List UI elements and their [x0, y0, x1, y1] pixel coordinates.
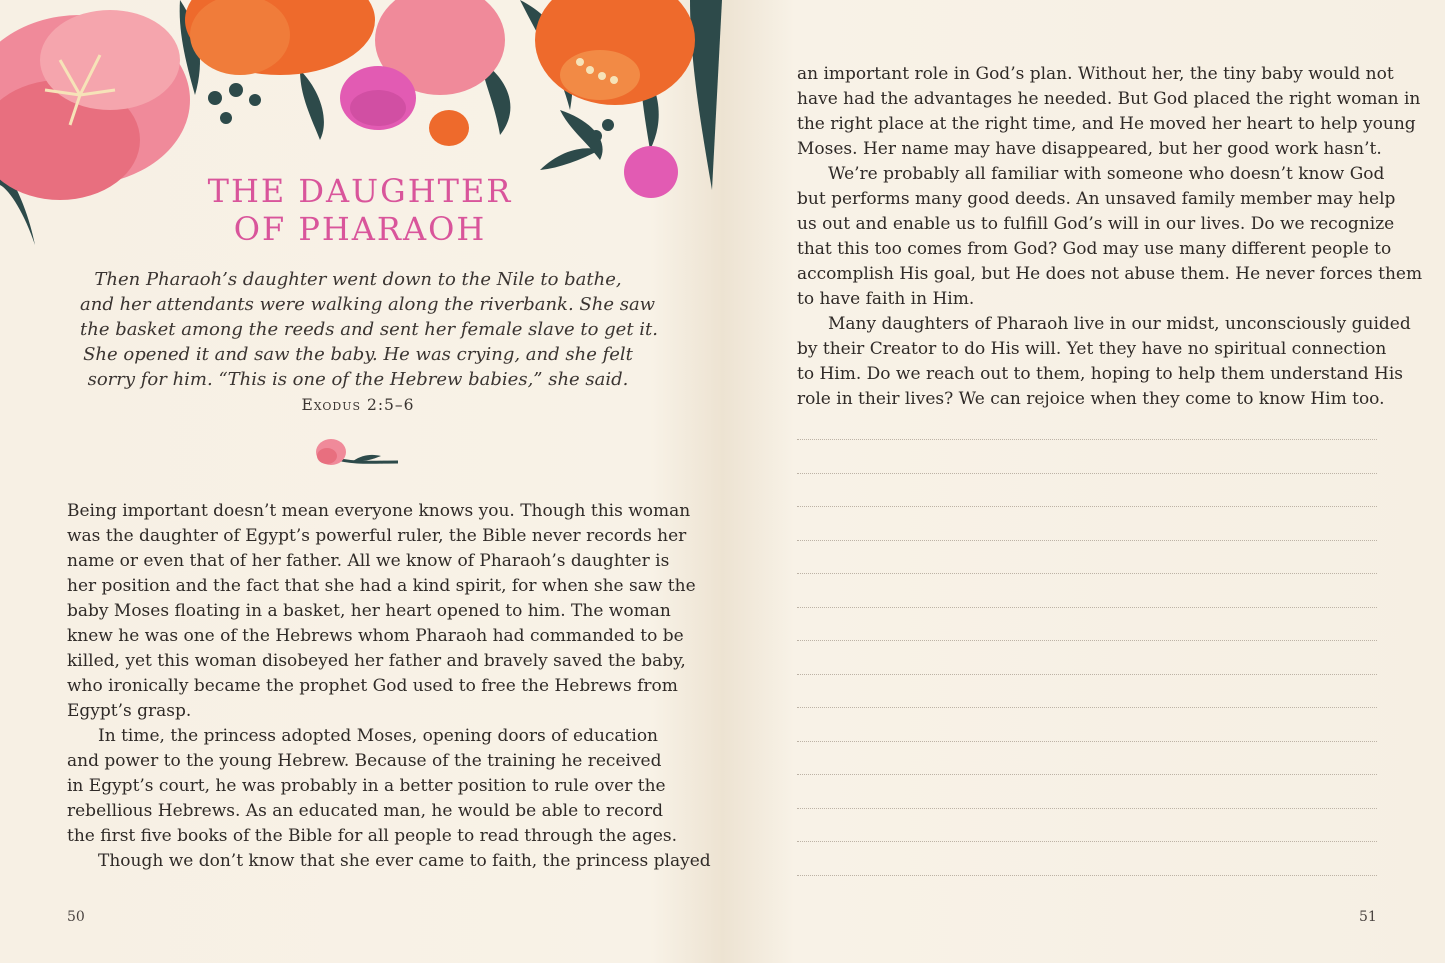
body-line: have had the advantages he needed. But God placed the right woman in [797, 89, 1421, 109]
journal-line[interactable] [797, 875, 1377, 876]
body-line: was the daughter of Egypt’s powerful ruler, the Bible never records her [67, 526, 687, 546]
journal-line[interactable] [797, 808, 1377, 809]
body-line: Though we don’t know that she ever came to faith, the princess played [98, 851, 711, 871]
body-line: knew he was one of the Hebrews whom Pharaoh had commanded to be [67, 626, 684, 646]
journal-line[interactable] [797, 640, 1377, 641]
body-line: and power to the young Hebrew. Because of the training he received [67, 751, 662, 771]
verse-line: and her attendants were walking along the riverbank. She saw [80, 294, 656, 315]
left-body-text [67, 499, 711, 874]
body-line: Many daughters of Pharaoh live in our midst, unconsciously guided [828, 314, 1411, 334]
body-line: Moses. Her name may have disappeared, but her good work hasn’t. [797, 139, 1382, 159]
verse-line: sorry for him. “This is one of the Hebrew babies,” she said. [87, 369, 629, 390]
body-line: role in their lives? We can rejoice when they come to know Him too. [797, 389, 1385, 409]
page-title [150, 172, 570, 248]
journal-line[interactable] [797, 573, 1377, 574]
flower-ornament-icon [313, 434, 403, 474]
left-page [0, 0, 722, 963]
verse-reference: Exodus 2:5–6 [301, 396, 415, 414]
journal-line[interactable] [797, 473, 1377, 474]
verse-line: the basket among the reeds and sent her female slave to get it. [80, 319, 658, 340]
journal-line[interactable] [797, 841, 1377, 842]
body-line: by their Creator to do His will. Yet they have no spiritual connection [797, 339, 1387, 359]
body-line: accomplish His goal, but He does not abuse them. He never forces them [797, 264, 1423, 284]
body-line: but performs many good deeds. An unsaved family member may help [797, 189, 1396, 209]
body-line: Being important doesn’t mean everyone knows you. Though this woman [67, 501, 691, 521]
page-number-right: 51 [1359, 909, 1377, 925]
body-line: us out and enable us to fulfill God’s will in our lives. Do we recognize [797, 214, 1395, 234]
title-line-2: OF PHARAOH [233, 210, 487, 248]
body-line: who ironically became the prophet God used to free the Hebrews from [67, 676, 678, 696]
body-line: in Egypt’s court, he was probably in a better position to rule over the [67, 776, 666, 796]
right-body-text [797, 62, 1423, 412]
journal-line[interactable] [797, 439, 1377, 440]
body-line: rebellious Hebrews. As an educated man, he would be able to record [67, 801, 663, 821]
page-number-left: 50 [67, 909, 85, 925]
body-line: In time, the princess adopted Moses, opening doors of education [98, 726, 659, 746]
body-line: name or even that of her father. All we know of Pharaoh’s daughter is [67, 551, 670, 571]
title-line-1: THE DAUGHTER [207, 172, 513, 210]
journal-line[interactable] [797, 506, 1377, 507]
body-line: the right place at the right time, and He moved her heart to help young [797, 114, 1416, 134]
journal-line[interactable] [797, 707, 1377, 708]
journal-line[interactable] [797, 674, 1377, 675]
body-line: to Him. Do we reach out to them, hoping to help them understand His [797, 364, 1403, 384]
body-line: an important role in God’s plan. Without her, the tiny baby would not [797, 64, 1394, 84]
body-line: Egypt’s grasp. [67, 701, 192, 721]
body-line: her position and the fact that she had a kind spirit, for when she saw the [67, 576, 696, 596]
journal-line[interactable] [797, 540, 1377, 541]
body-line: that this too comes from God? God may use many different people to [797, 239, 1392, 259]
body-line: We’re probably all familiar with someone who doesn’t know God [828, 164, 1385, 184]
body-line: baby Moses floating in a basket, her heart opened to him. The woman [67, 601, 671, 621]
body-line: to have faith in Him. [797, 289, 975, 309]
journal-line[interactable] [797, 774, 1377, 775]
body-line: killed, yet this woman disobeyed her father and bravely saved the baby, [67, 651, 686, 671]
right-page [722, 0, 1445, 963]
scripture-quote [80, 267, 658, 392]
verse-line: She opened it and saw the baby. He was crying, and she felt [83, 344, 633, 365]
journal-line[interactable] [797, 607, 1377, 608]
verse-line: Then Pharaoh’s daughter went down to the Nile to bathe, [94, 269, 622, 290]
body-line: the first five books of the Bible for all people to read through the ages. [67, 826, 678, 846]
journal-writing-lines [797, 439, 1377, 908]
journal-line[interactable] [797, 741, 1377, 742]
